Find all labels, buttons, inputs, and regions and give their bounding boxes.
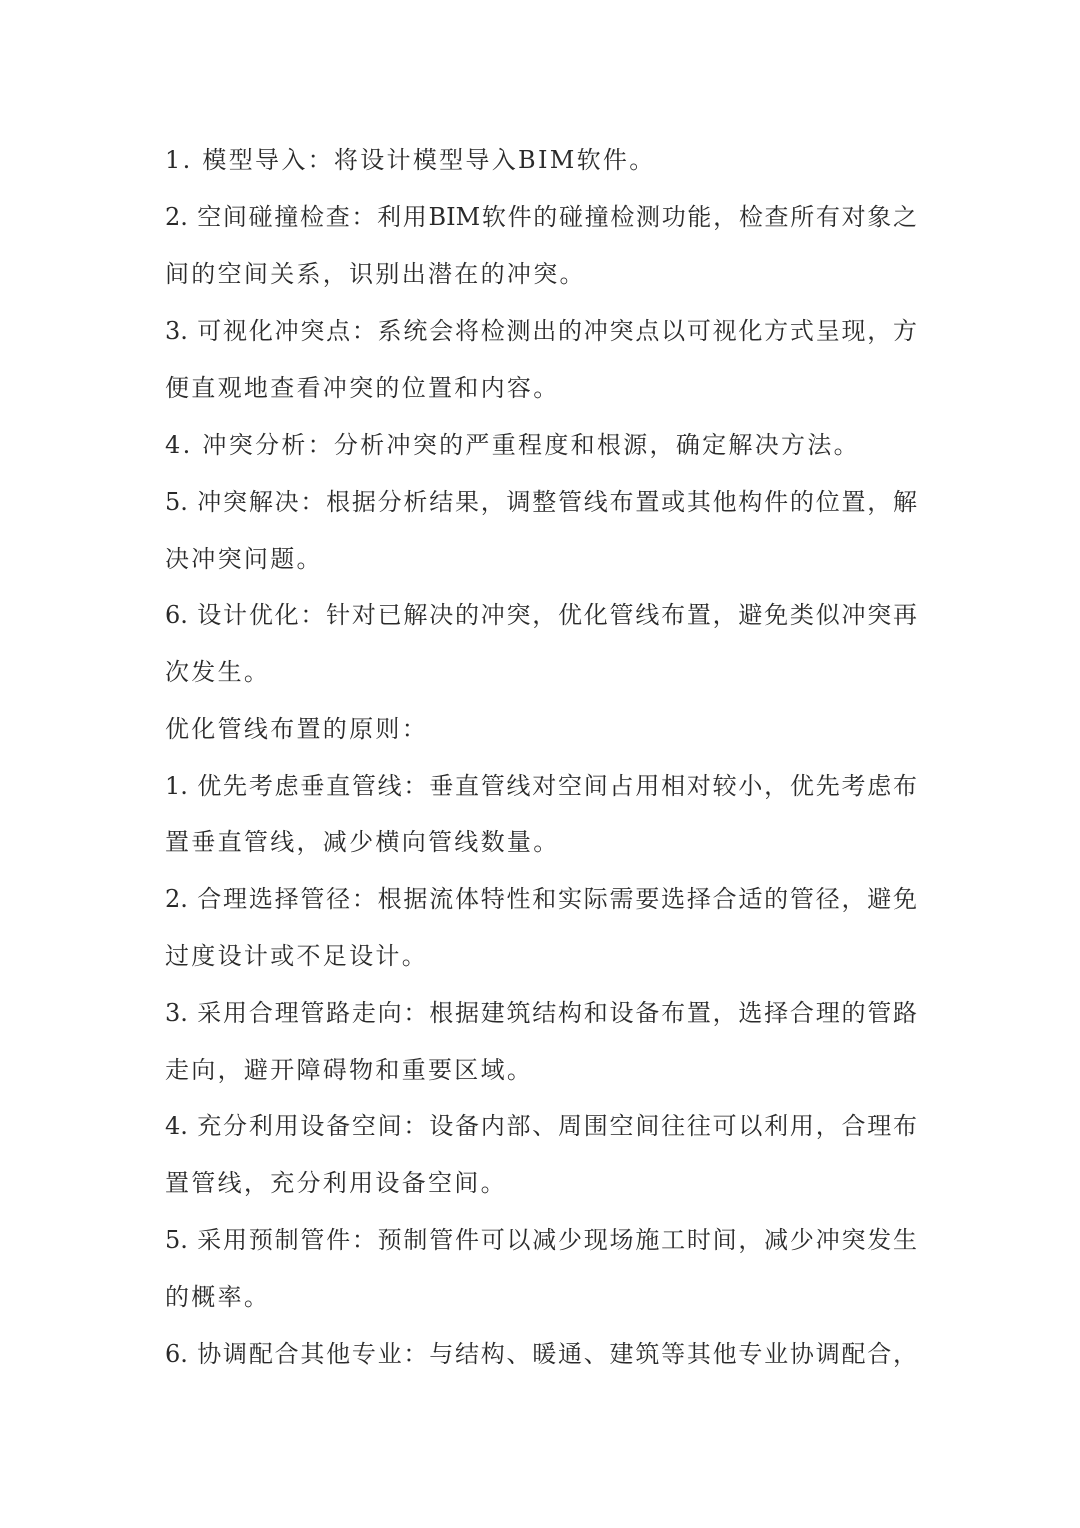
text-line: 的概率。 [165,1283,271,1311]
text-line: 置垂直管线，减少横向管线数量。 [165,828,560,856]
text-line: 过度设计或不足设计。 [165,942,428,970]
text-line: 决冲突问题。 [165,545,323,573]
text-line: 5. 采用预制管件：预制管件可以减少现场施工时间，减少冲突发生 [165,1226,917,1254]
text-line: 置管线，充分利用设备空间。 [165,1169,507,1197]
text-line: 走向，避开障碍物和重要区域。 [165,1056,534,1084]
text-line: 2. 空间碰撞检查：利用BIM软件的碰撞检测功能，检查所有对象之 [165,203,917,231]
text-line: 次发生。 [165,658,271,686]
text-line: 1. 优先考虑垂直管线：垂直管线对空间占用相对较小，优先考虑布 [165,772,917,800]
text-line: 间的空间关系，识别出潜在的冲突。 [165,260,586,288]
text-line: 4. 冲突分析：分析冲突的严重程度和根源，确定解决方法。 [165,431,860,459]
text-line: 5. 冲突解决：根据分析结果，调整管线布置或其他构件的位置，解 [165,488,917,516]
text-line: 便直观地查看冲突的位置和内容。 [165,374,560,402]
text-line: 2. 合理选择管径：根据流体特性和实际需要选择合适的管径，避免 [165,885,917,913]
text-line: 3. 可视化冲突点：系统会将检测出的冲突点以可视化方式呈现，方 [165,317,917,345]
text-line: 6. 设计优化：针对已解决的冲突，优化管线布置，避免类似冲突再 [165,601,917,629]
text-line: 3. 采用合理管路走向：根据建筑结构和设备布置，选择合理的管路 [165,999,917,1027]
text-line: 4. 充分利用设备空间：设备内部、周围空间往往可以利用，合理布 [165,1112,917,1140]
section-heading: 优化管线布置的原则： [165,715,428,743]
text-line: 6. 协调配合其他专业：与结构、暖通、建筑等其他专业协调配合， [165,1340,917,1368]
text-line: 1. 模型导入：将设计模型导入BIM软件。 [165,146,656,174]
